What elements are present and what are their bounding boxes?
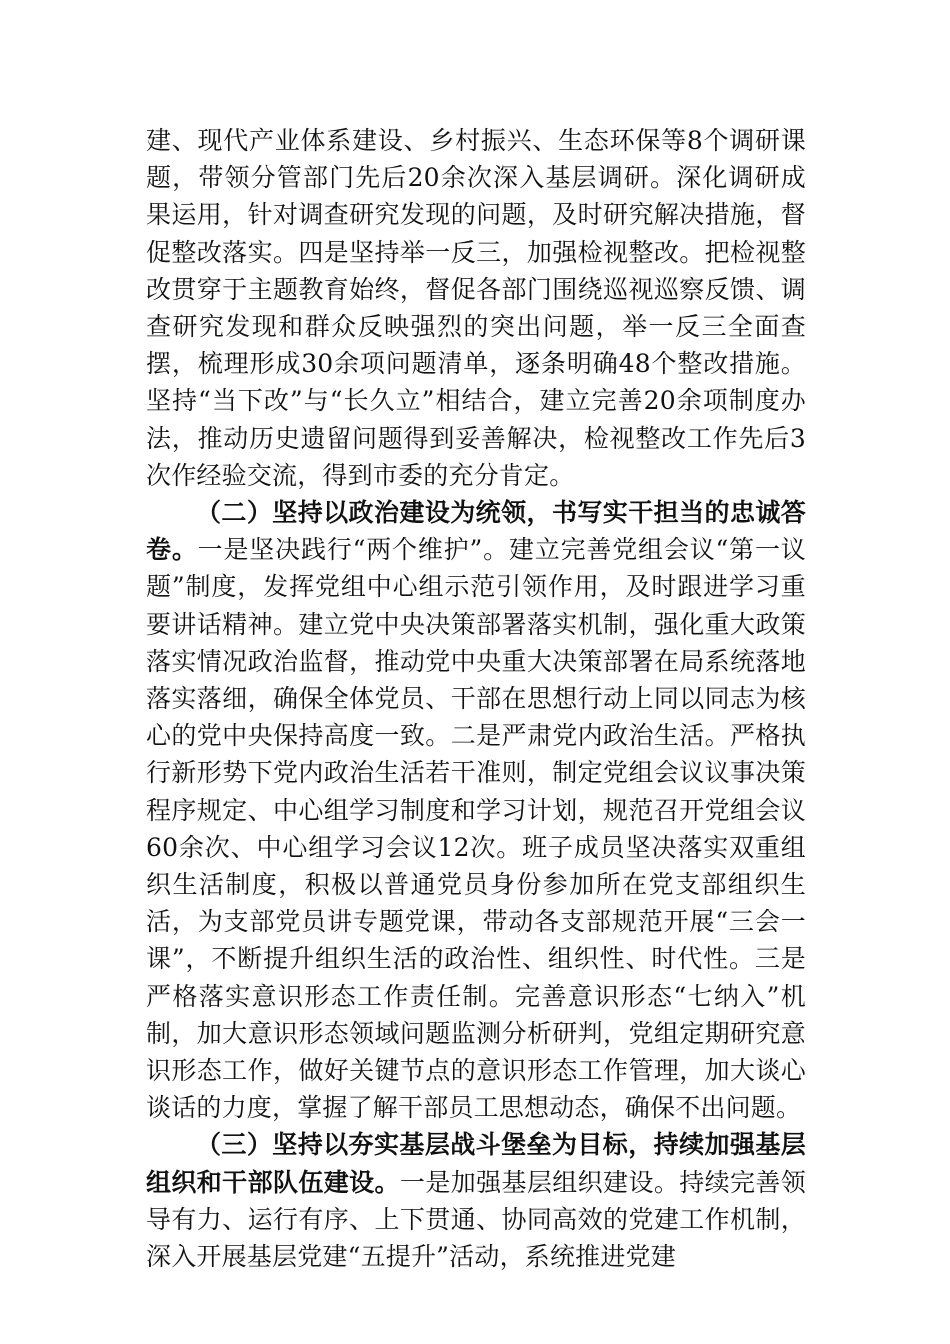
paragraph-2: [146, 494, 806, 1126]
section-heading-3: （三）坚持以夯实基层战斗堡垒为目标，持续加强基层组织和干部队伍建设。: [146, 1130, 806, 1197]
paragraph-2-body: 一是坚决践行“两个维护”。建立完善党组会议“第一议题”制度，发挥党组中心组示范引领作用，及时跟进学习重要讲话精神。建立党中央决策部署落实机制，强化重大政策落实情况政治监督，推动党中央重大决策部署在局系统落地落实落细，确保全体党员、干部在思想行动上同以同志为核心的党中央保持高度一致。二是严肃党内政治生活。严格执行新形势下党内政治生活若干准则，制定党组会议议事决策程序规定、中心组学习制度和学习计划，规范召开党组会议60余次、中心组学习会议12次。班子成员坚决落实双重组织生活制度，积极以普通党员身份参加所在党支部组织生活，为支部党员讲专题党课，带动各支部规范开展“三会一课”，不断提升组织生活的政治性、组织性、时代性。三是严格落实意识形态工作责任制。完善意识形态“七纳入”机制，加大意识形态领域问题监测分析研判，党组定期研究意识形态工作，做好关键节点的意识形态工作管理，加大谈心谈话的力度，掌握了解干部员工思想动态，确保不出问题。: [146, 535, 806, 1123]
paragraph-3-body: 一是加强基层组织建设。持续完善领导有力、运行有序、上下贯通、协同高效的党建工作机制，深入开展基层党建“五提升”活动，系统推进党建: [146, 1167, 806, 1272]
paragraph-3: [146, 1126, 806, 1275]
paragraph-1-body: 建、现代产业体系建设、乡村振兴、生态环保等8个调研课题，带领分管部门先后20余次深入基层调研。深化调研成果运用，针对调查研究发现的问题，及时研究解决措施，督促整改落实。四是坚持举一反三，加强检视整改。把检视整改贯穿于主题教育始终，督促各部门围绕巡视巡察反馈、调查研究发现和群众反映强烈的突出问题，举一反三全面查摆，梳理形成30余项问题清单，逐条明确48个整改措施。坚持“当下改”与“长久立”相结合，建立完善20余项制度办法，推动历史遗留问题得到妥善解决，检视整改工作先后3次作经验交流，得到市委的充分肯定。: [146, 126, 806, 490]
section-heading-2: （二）坚持以政治建设为统领，书写实干担当的忠诚答卷。: [146, 498, 806, 565]
paragraph-1: [146, 122, 806, 494]
document-page: [146, 122, 806, 1275]
